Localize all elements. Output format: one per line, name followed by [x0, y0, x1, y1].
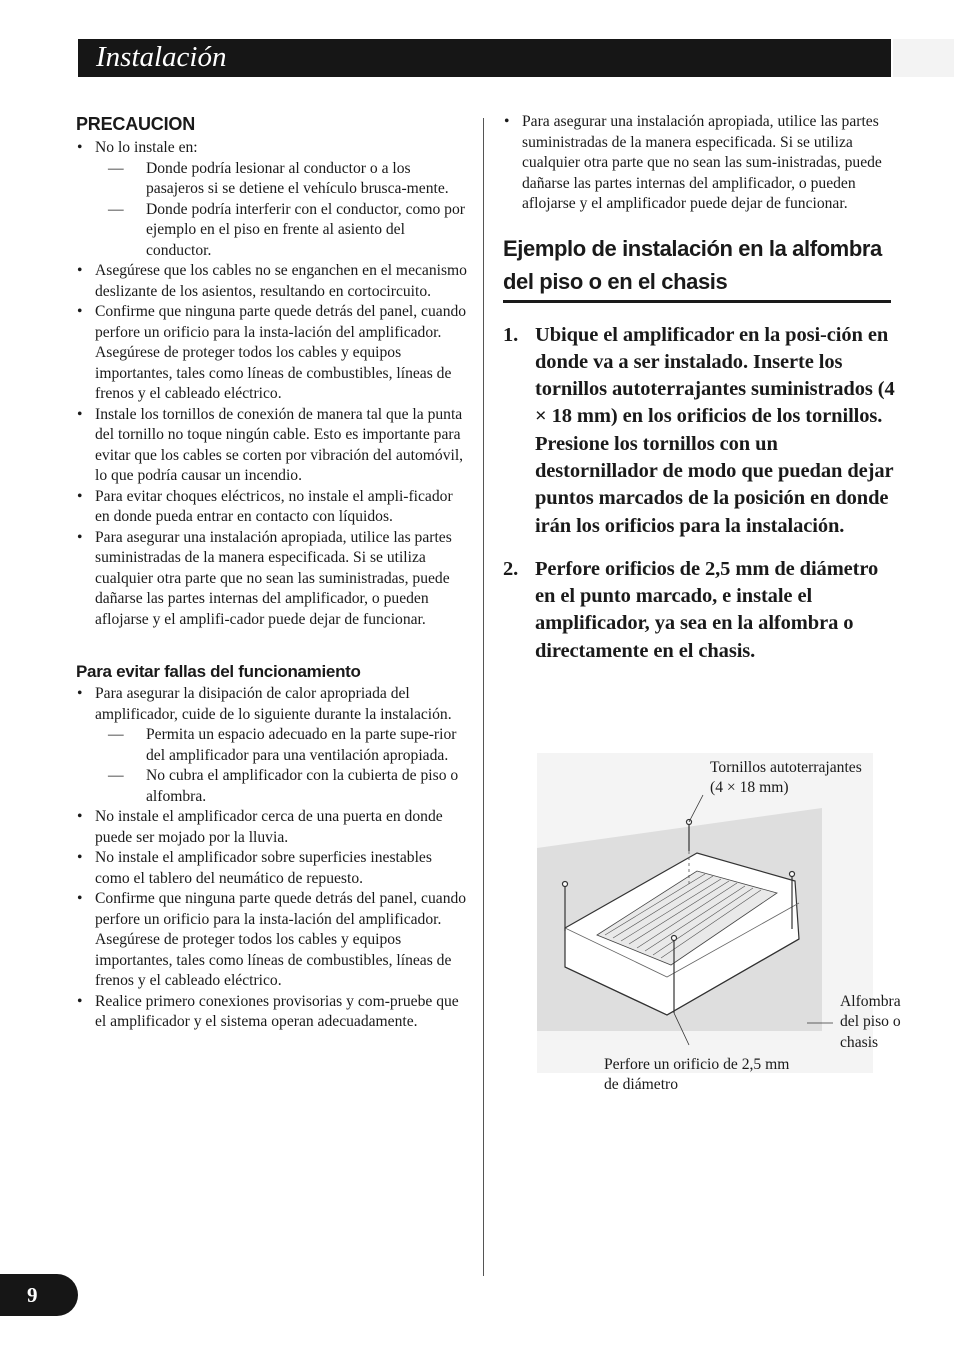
label-carpet: chasis: [840, 1034, 879, 1051]
sub-item: [95, 725, 468, 766]
label-drill: Perfore un orificio de 2,5 mm: [604, 1056, 790, 1073]
list-item-text: No lo instale en:: [95, 139, 198, 156]
right-column: [503, 112, 895, 665]
list-item: [76, 848, 468, 889]
sub-item: [95, 766, 468, 807]
step-2: [503, 556, 895, 665]
list-item-text: No instale el amplificador cerca de una puerta en donde puede ser mojado por la lluvia.: [95, 808, 443, 846]
header-bar: [78, 39, 891, 77]
list-item-text: Para asegurar la disipación de calor apropriada del amplificador, cuide de lo siguiente durante la instalación.: [95, 685, 452, 723]
dash-mark: —: [108, 767, 124, 784]
label-drill: de diámetro: [604, 1076, 679, 1093]
list-item: [76, 138, 468, 261]
list-item: [76, 405, 468, 487]
list-item: [76, 528, 468, 631]
list-item-text: Confirme que ninguna parte quede detrás del panel, cuando perfore un orificio para la insta-lación del amplificador. Asegúrese de proteger todos los cables y equipos importantes, tales como líneas de combustibles, líneas de frenos y el cableado eléctrico.: [95, 890, 467, 989]
list-item: [76, 807, 468, 848]
caution-list: [76, 138, 468, 630]
list-item: [76, 487, 468, 528]
step-text: Ubique el amplificador en la posi-ción en donde va a ser instalado. Inserte los tornillos autoterrajantes suministrados (4 × 18 mm) en los orificios de los tornillos. Presione los tornillos con un destornillador de modo que puedan dejar puntos marcados de la posición en donde irán los orificios para la instalación.: [535, 323, 895, 537]
list-item-text: Instale los tornillos de conexión de manera tal que la punta del tornillo no toque ningún cable. Esto es importante para evitar que los cables se corten por vibración del automóvil, lo que podría causar un incendio.: [95, 405, 464, 484]
step-text: Perfore orificios de 2,5 mm de diámetro en el punto marcado, e instale el amplificador, ya sea en la alfombra o directamente en el chasis.: [535, 557, 879, 662]
label-screws-size: (4 × 18 mm): [710, 779, 789, 796]
malfunction-title: Para evitar fallas del funcionamiento: [76, 662, 361, 681]
dash-mark: —: [108, 726, 124, 743]
step-1: [503, 322, 895, 540]
caution-title: PRECAUCION: [76, 114, 196, 134]
list-item-text: Confirme que ninguna parte quede detrás del panel, cuando perfore un orificio para la insta-lación del amplificador. Asegúrese de proteger todos los cables y equipos importantes, tales como líneas de combustibles, líneas de frenos y el cableado eléctrico.: [95, 303, 467, 402]
page-number: 9: [27, 1283, 38, 1307]
column-divider: [483, 118, 484, 1276]
list-item: [76, 889, 468, 992]
step-number: 1.: [503, 323, 519, 346]
list-item: [76, 302, 468, 405]
list-item-text: Realice primero conexiones provisorias y com-pruebe que el amplificador y el sistema operan adecuadamente.: [95, 992, 459, 1030]
label-carpet: Alfombra: [840, 993, 901, 1010]
sub-item: [95, 200, 468, 262]
list-item-text: No instale el amplificador sobre superficies inestables como el tablero del neumático de repuesto.: [95, 849, 432, 887]
list-item-text: Asegúrese que los cables no se enganchen en el mecanismo deslizante de los asientos, resultando en cortocircuito.: [95, 262, 467, 300]
dash-mark: —: [108, 159, 124, 177]
sub-item-text: Donde podría interferir con el conductor, como por ejemplo en el piso en frente al asiento del conductor.: [146, 200, 465, 259]
sub-item-text: No cubra el amplificador con la cubierta de piso o alfombra.: [146, 767, 459, 805]
list-item: [76, 261, 468, 302]
section-title: Ejemplo de instalación en la alfombra del piso o en el chasis: [503, 235, 882, 294]
dash-mark: —: [108, 200, 124, 218]
sub-item: [95, 159, 468, 200]
label-screws: Tornillos autoterrajantes: [710, 759, 862, 776]
list-item-text: Para evitar choques eléctricos, no instale el ampli-ficador en donde pueda entrar en contacto con líquidos.: [95, 487, 453, 525]
list-item: [76, 992, 468, 1033]
label-carpet: del piso o: [840, 1013, 901, 1030]
page-title: Instalación: [96, 41, 227, 73]
sub-item-text: Donde podría lesionar al conductor o a los pasajeros si se detiene el vehículo brusca-mente.: [146, 159, 449, 197]
header-tab: [893, 39, 954, 77]
list-item-text: Para asegurar una instalación apropiada, utilice las partes suministradas de la manera especificada. Si se utiliza cualquier otra parte que no sean las suministradas, puede dañarse las partes internas del amplificador, o pueden aflojarse y el amplifi-cador puede dejar de funcionar.: [95, 528, 452, 628]
list-item: [76, 684, 468, 807]
left-column: [76, 110, 468, 1033]
malfunction-list: [76, 684, 468, 1033]
installation-figure: [537, 753, 917, 1103]
step-number: 2.: [503, 557, 519, 580]
sub-item-text: Permita un espacio adecuado en la parte supe-rior del amplificador para una ventilación apropiada.: [146, 726, 457, 764]
list-item: • Para asegurar una instalación apropiada, utilice las partes suministradas de la manera especificada. Si se utiliza cualquier otra parte que no sean las sum-inistradas, puede dañarse las partes internas del amplificador, o pueden aflojarse y el amplificador puede dejar de funcionar.: [503, 112, 895, 215]
page-number-tab: [0, 1274, 78, 1316]
